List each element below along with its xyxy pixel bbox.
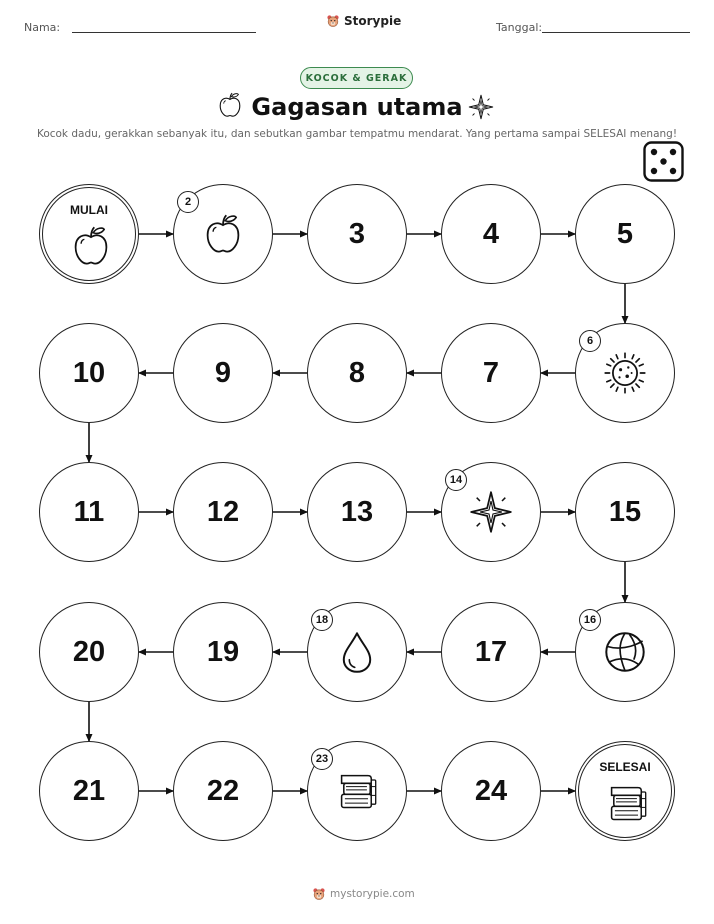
finish-label: SELESAI [599, 760, 651, 774]
space-number: 8 [348, 356, 366, 389]
board-space-17 [441, 602, 541, 702]
footer-url[interactable]: mystorypie.com [330, 888, 415, 900]
board-space-13 [307, 462, 407, 562]
board-space-4 [441, 184, 541, 284]
space-number: 19 [206, 635, 240, 668]
date-label: Tanggal: [496, 21, 543, 34]
space-number-badge: 2 [177, 191, 199, 213]
brand-name: Storypie [344, 14, 402, 28]
sun-icon [603, 351, 647, 395]
board-space-22 [173, 741, 273, 841]
board-space-11 [39, 462, 139, 562]
space-number: 3 [348, 217, 366, 250]
board-space-15 [575, 462, 675, 562]
board-space-5 [575, 184, 675, 284]
bear-icon [312, 887, 326, 901]
space-number-badge: 6 [579, 330, 601, 352]
space-number: 13 [340, 495, 374, 528]
space-number: 22 [206, 774, 240, 807]
board-space-10 [39, 323, 139, 423]
board-space-12 [173, 462, 273, 562]
board-space-8 [307, 323, 407, 423]
space-number-badge: 23 [311, 748, 333, 770]
space-number: 24 [474, 774, 508, 807]
board-space-3 [307, 184, 407, 284]
name-label: Nama: [24, 21, 61, 34]
space-number: 12 [206, 495, 240, 528]
board-space-20 [39, 602, 139, 702]
space-number-badge: 14 [445, 469, 467, 491]
board-space-9 [173, 323, 273, 423]
space-number-badge: 16 [579, 609, 601, 631]
space-number: 20 [72, 635, 106, 668]
board-space-24 [441, 741, 541, 841]
start-label: MULAI [70, 203, 108, 217]
space-number: 9 [214, 356, 232, 389]
space-number: 11 [73, 495, 105, 528]
space-number: 10 [72, 356, 106, 389]
space-number: 21 [72, 774, 106, 807]
apple-icon [201, 212, 245, 256]
space-number: 17 [474, 635, 508, 668]
start-space [39, 184, 139, 284]
space-number: 4 [482, 217, 500, 250]
space-number: 15 [608, 495, 642, 528]
sparkle-icon [469, 490, 513, 534]
footer [312, 887, 415, 901]
water-drop-icon [335, 630, 379, 674]
books-icon [605, 781, 649, 825]
space-number-badge: 18 [311, 609, 333, 631]
board-space-21 [39, 741, 139, 841]
volleyball-icon [603, 630, 647, 674]
activity-badge: KOCOK & GERAK [300, 67, 413, 89]
books-icon [335, 769, 379, 813]
finish-space [575, 741, 675, 841]
apple-icon [69, 224, 113, 268]
board-space-19 [173, 602, 273, 702]
space-number: 7 [482, 356, 500, 389]
instructions-text: Kocok dadu, gerakkan sebanyak itu, dan sebutkan gambar tempatmu mendarat. Yang pertama sampai SELESAI menang! [36, 128, 678, 140]
board-space-7 [441, 323, 541, 423]
space-number: 5 [616, 217, 634, 250]
page-title: Gagasan utama [251, 93, 463, 121]
